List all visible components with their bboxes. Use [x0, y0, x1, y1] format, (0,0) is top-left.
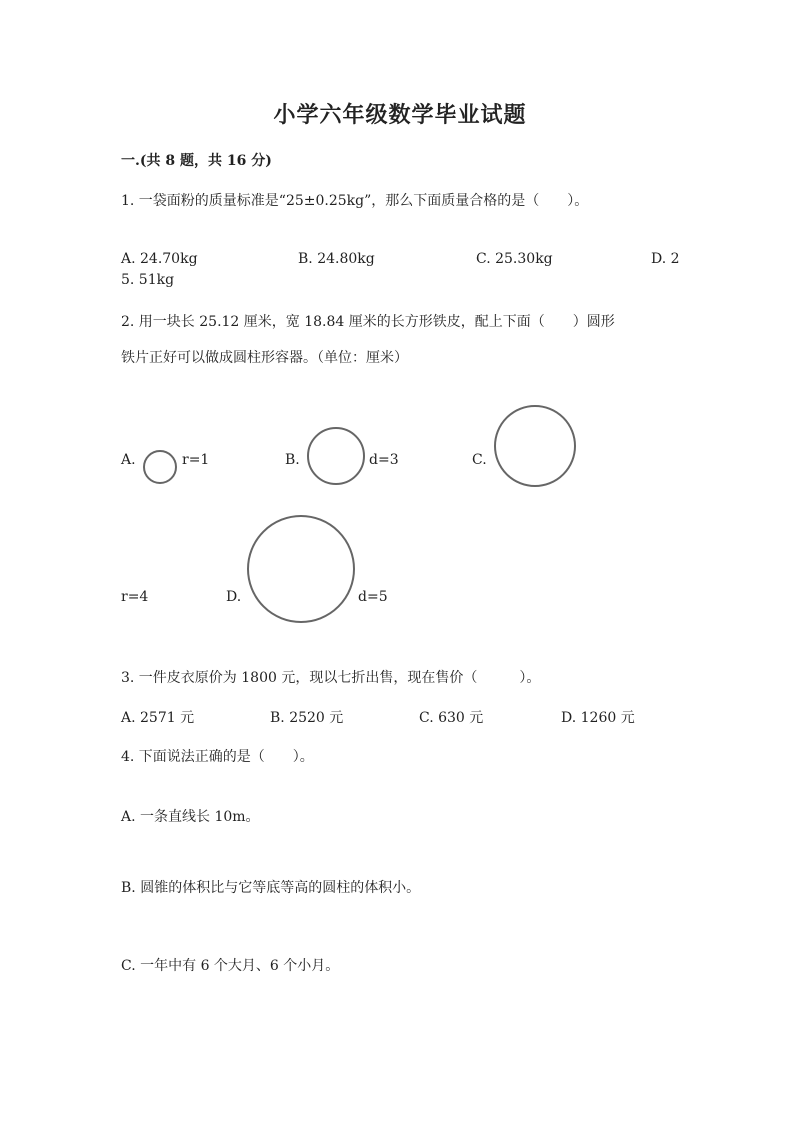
circle-b-shape: [307, 427, 365, 485]
question-3-option-c: C. 630 元: [419, 710, 484, 726]
question-4-stem: 4. 下面说法正确的是（ ）。: [121, 749, 314, 765]
question-1-option-d-continued: 5. 51kg: [121, 272, 175, 288]
question-1-stem: 1. 一袋面粉的质量标准是“25±0.25kg”，那么下面质量合格的是（ ）。: [121, 193, 589, 209]
circle-a-shape: [143, 450, 177, 484]
circle-d-shape: [247, 515, 355, 623]
question-2-option-a-letter: A.: [121, 452, 136, 468]
question-4-option-c: C. 一年中有 6 个大月、6 个小月。: [121, 958, 340, 974]
question-3-stem: 3. 一件皮衣原价为 1800 元，现以七折出售，现在售价（ ）。: [121, 670, 541, 686]
question-3-option-d: D. 1260 元: [561, 710, 635, 726]
question-1-option-d: D. 2: [651, 251, 680, 267]
question-1-option-c: C. 25.30kg: [476, 251, 553, 267]
question-2-option-d-letter: D.: [226, 589, 242, 605]
question-1-option-a: A. 24.70kg: [121, 251, 198, 267]
circle-c-shape: [494, 405, 576, 487]
question-2-option-b-value: d=3: [369, 452, 399, 468]
page-title: 小学六年级数学毕业试题: [273, 102, 527, 128]
question-2-option-b-letter: B.: [285, 452, 300, 468]
question-2-option-c-value: r=4: [121, 589, 149, 605]
question-1-option-b: B. 24.80kg: [298, 251, 375, 267]
question-3-option-b: B. 2520 元: [270, 710, 344, 726]
question-4-option-a: A. 一条直线长 10m。: [121, 809, 260, 825]
question-2-option-c-letter: C.: [472, 452, 487, 468]
question-2-stem-line-2: 铁片正好可以做成圆柱形容器。（单位：厘米）: [121, 350, 408, 366]
question-2-option-d-value: d=5: [358, 589, 388, 605]
question-4-option-b: B. 圆锥的体积比与它等底等高的圆柱的体积小。: [121, 880, 421, 896]
question-2-stem-line-1: 2. 用一块长 25.12 厘米，宽 18.84 厘米的长方形铁皮，配上下面（ ）圆形: [121, 314, 615, 330]
question-3-option-a: A. 2571 元: [121, 710, 195, 726]
section-heading: 一.(共 8 题，共 16 分): [121, 153, 272, 169]
question-2-option-a-value: r=1: [182, 452, 210, 468]
